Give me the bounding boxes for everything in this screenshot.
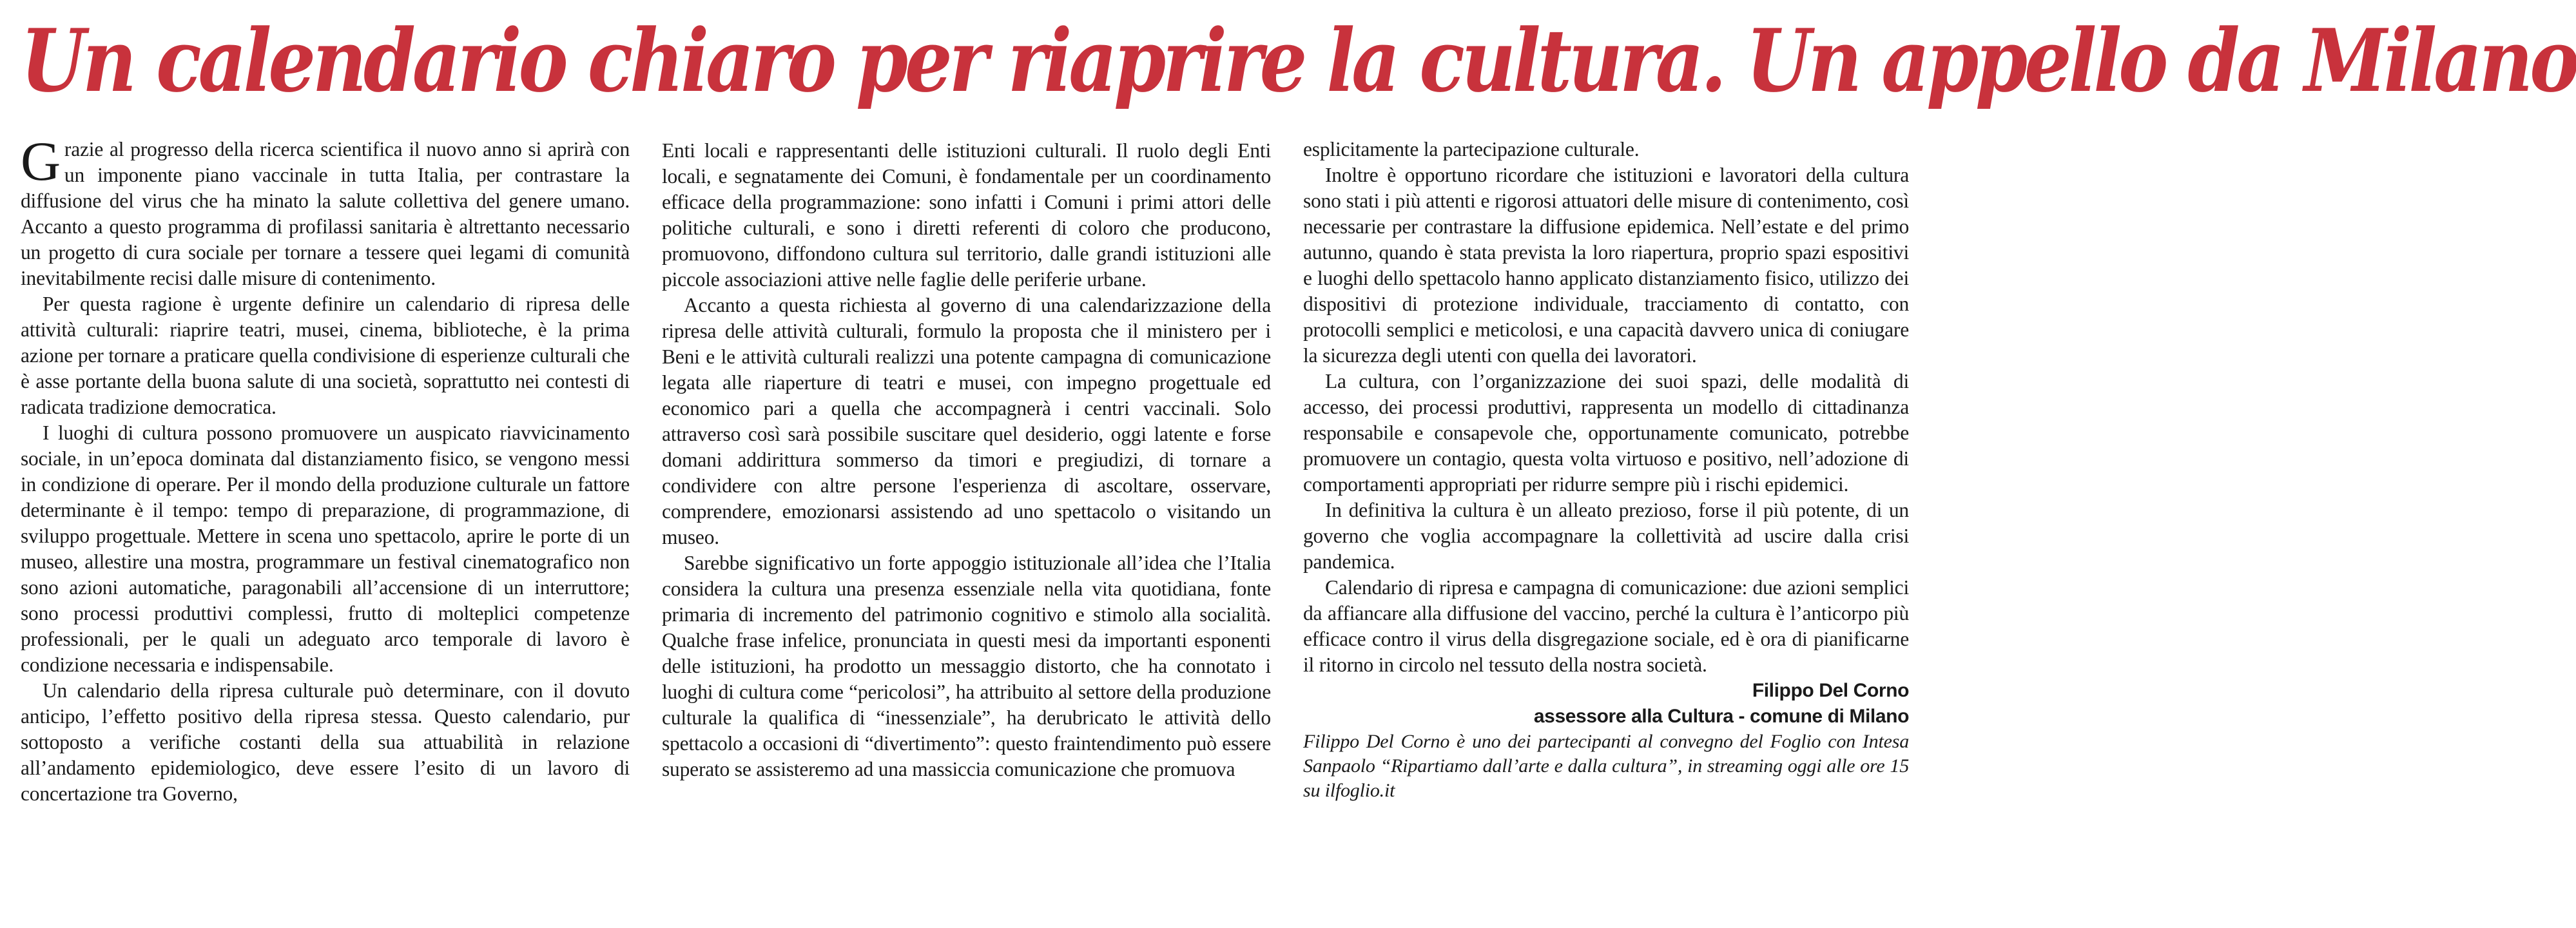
paragraph [21, 130, 630, 291]
paragraph: esplicitamente la partecipazione culturale. [1303, 138, 1640, 160]
article-column-3 [1303, 137, 1909, 803]
author-name: Filippo Del Corno [1752, 680, 1909, 701]
paragraph: La cultura, con l’organizzazione dei suoi spazi, delle modalità di accesso, dei processi produttivi, rappresenta un modello di cittadinanza responsabile e consapevole che, opportunamente comunicato, potrebbe promuovere un contagio, questa volta virtuoso e positivo, nell’adozione di comportamenti appropriati per ridurre sempre più i rischi epidemici. [1303, 370, 1909, 496]
author-note: Filippo Del Corno è uno dei partecipanti al convegno del Foglio con Intesa Sanpaolo “Ripartiamo dall’arte e dalla cultura”, in streaming oggi alle ore 15 su ilfoglio.it [1303, 731, 1909, 801]
paragraph: Per questa ragione è urgente definire un calendario di ripresa delle attività culturali: riaprire teatri, musei, cinema, biblioteche, è la prima azione per tornare a praticare quella condivisione di esperienze culturali che è asse portante della buona salute di una società, soprattutto nei contesti di radicata tradizione democratica. [21, 293, 630, 418]
paragraph: Inoltre è opportuno ricordare che istituzioni e lavoratori della cultura sono stati i più attenti e rigorosi attuatori delle misure di contenimento, così necessarie per contrastare la diffusione epidemica. Nell’estate e del primo autunno, quando è stata prevista la loro riapertura, proprio spazi espositivi e luoghi dello spettacolo hanno applicato distanziamento fisico, utilizzo dei dispositivi di protezione individuale, tracciamento di contatto, con protocolli semplici e meticolosi, e una capacità davvero unica di coniugare la sicurezza degli utenti con quella dei lavoratori. [1303, 164, 1909, 367]
paragraph: I luoghi di cultura possono promuovere un auspicato riavvicinamento sociale, in un’epoca dominata dal distanziamento fisico, se vengono messi in condizione di operare. Per il mondo della produzione culturale un fattore determinante è il tempo: tempo di preparazione, di programmazione, di sviluppo progettuale. Mettere in scena uno spettacolo, aprire le porte di un museo, allestire una mostra, programmare un festival cinematografico non sono azioni automatiche, paragonabili all’accensione di un interruttore; sono processi produttivi complessi, frutto di molteplici competenze professionali, per le quali un adeguato arco temporale di lavoro è condizione necessaria e indispensabile. [21, 421, 630, 676]
paragraph: Sarebbe significativo un forte appoggio istituzionale all’idea che l’Italia considera la cultura una presenza essenziale nella vita quotidiana, fonte primaria di incremento del patrimonio cognitivo e stimolo alla socialità. Qualche frase infelice, pronunciata in questi mesi da importanti esponenti delle istituzioni, ha prodotto un messaggio distorto, che ha connotato i luoghi di cultura come “pericolosi”, ha attribuito al settore della produzione culturale la qualifica di “inessenziale”, ha derubricato le attività dello spettacolo a occasioni di “divertimento”: questo fraintendimento può essere superato se assisteremo ad una massiccia comunicazione che promuova [662, 552, 1271, 780]
paragraph: Un calendario della ripresa culturale può determinare, con il dovuto anticipo, l’effetto positivo della ripresa stessa. Questo calendario, pur sottoposto a verifiche costanti della sua attuabilità in relazione all’andamento epidemiologico, deve essere l’esito di un lavoro di concertazione tra Governo, [21, 679, 630, 805]
headline: Un calendario chiaro per riaprire la cultura. Un appello da Milano [21, 10, 2576, 111]
paragraph: Enti locali e rappresentanti delle istituzioni culturali. Il ruolo degli Enti locali, e segnatamente dei Comuni, è fondamentale per un coordinamento efficace della programmazione: sono infatti i Comuni i primi attori delle politiche culturali, e sono i diretti referenti di coloro che producono, promuovono, diffondono cultura sul territorio, dalle grandi istituzioni alle piccole associazioni attive nelle faglie delle periferie urbane. [662, 139, 1271, 291]
paragraph-text: razie al progresso della ricerca scientifica il nuovo anno si aprirà con un imponente piano vaccinale in tutta Italia, per contrastare la diffusione del virus che ha minato la salute collettiva del genere umano. Accanto a questo programma di profilassi sanitaria è altrettanto necessario un progetto di cura sociale per tornare a tessere quei legami di comunità inevitabilmente recisi dalle misure di contenimento. [21, 138, 630, 289]
author-role: assessore alla Cultura - comune di Milano [1533, 706, 1909, 727]
paragraph: Accanto a questa richiesta al governo di una calendarizzazione della ripresa delle attività culturali, formulo la proposta che il ministero per i Beni e le attività culturali realizzi una potente campagna di comunicazione legata alle riaperture di teatri e musei, con impegno progettuale ed economico pari a quella che accompagnerà i centri vaccinali. Solo attraverso così sarà possibile suscitare quel desiderio, oggi latente e forse domani addirittura sommerso da timori e pregiudizi, di tornare a condividere con altre persone l'esperienza di ascoltare, osservare, comprendere, emozionarsi assistendo ad uno spettacolo o visitando un museo. [662, 294, 1271, 548]
paragraph: In definitiva la cultura è un alleato prezioso, forse il più potente, di un governo che voglia accompagnare la collettività ad uscire dalla crisi pandemica. [1303, 499, 1909, 573]
article-column-2 [662, 138, 1271, 782]
drop-cap: G [21, 130, 61, 192]
article-column-1 [21, 130, 630, 807]
paragraph: Calendario di ripresa e campagna di comunicazione: due azioni semplici da affiancare alla diffusione del vaccino, perché la cultura è l’anticorpo più efficace contro il virus della disgregazione sociale, ed è ora di pianificarne il ritorno in circolo nel tessuto della nostra società. [1303, 576, 1909, 676]
